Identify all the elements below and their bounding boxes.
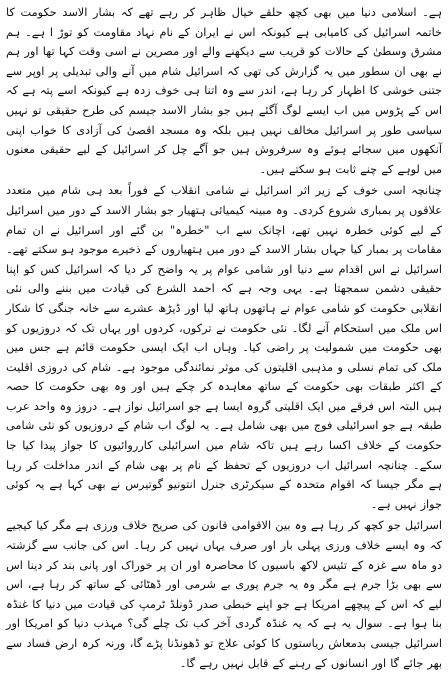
article-paragraph-1: ہے۔ اسلامی دنیا میں بھی کچھ حلقے خیال ظاہر کر رہے تھے کہ بشار الاسد حکومت کا خاتمہ اسرائیل کی کامیابی ہے کیونکہ اس نے ایران کے نام نہاد مقاومت کو توڑ ا ہے۔ ہم مشرق وسطیٰ کے حالات کو قریب سے دیکھنے والے اور مصرین نے اسی وقت کہا تھا اور ہم نے بھی ان سطور میں یہ گزارش کی تھی کہ اسرائیل شام میں آنے والی تبدیلی پر اوپر سے جتنی خوشی کا اظہار کر رہا ہے، اندر سے وہ اتنا ہی خوف زدہ ہے کیونکہ اسے پتہ ہے کہ اس کے پڑوس میں اب ایسے لوگ آگئے ہیں جو بشار الاسد جیسم کی طرح حقیقی تو نہیں سیاسی طور پر اسرائیل مخالف نہیں ہیں بلکہ وہ مسجد اقصیٰ کی آزادی کا خواب اپنی آنکھوں میں سجائے ہوئے وہ سرفروش ہیں جو آگے چل کر اسرائیل کے لیے حقیقی معنوں میں لوہے کے چنے ثابت ہو سکتے ہیں۔ [6, 6, 442, 176]
article-paragraph-3: اسرائیل جو کچھ کر رہا ہے وہ بین الاقوامی قانون کی صریح خلاف ورزی ہے مگر کیا کیجیے کہ وہ ایسے خلاف ورزی پہلی بار اور صرف یہاں نہیں کر رہا۔ اس کی جانب سے گزشتہ دو ماہ سے غزہ کے تئیس لاکھ باسیوں کا محاصرہ اور ان پر خوراک اور پانی بند کر دینا اس سے بھی بڑا جرم ہے مگر وہ یہ جرم پوری بے شرمی اور ڈھٹائی کے ساتھ کر رہا ہے، اس لیے کہ اس کے پیچھے امریکا ہے جو اپنے خبطی صدر ڈونلڈ ٹرمپ کی قیادت میں دنیا کا غنڈہ بنا ہوا ہے۔ سوال یہ ہے کہ یہ غنڈہ گردی آخر کب تک چلے گی؟ مہذب دنیا کو امریکا اور اسرائیل جیسی بدمعاش ریاستوں کا کوئی علاج تو ڈھونڈنا پڑے گا، ورنہ کرہ ارض فساد سے بھر جائے گا اور انسانوں کے رہنے کے قابل نہیں رہے گا۔ [6, 519, 442, 670]
article-paragraph-2: چنانچہ اسی خوف کے زیر اثر اسرائیل نے شامی انقلاب کے فوراً بعد ہی شام میں متعدد علاقوں پر بمباری شروع کردی۔ وہ مبینہ کیمیائی ہتھیار جو بشار الاسد کے دور میں اسرائیل کے لیے کوئی خطرہ نہیں تھے، اچانک سے اب "خطرہ" بن گئے اور اسرائیل نے ان تمام مقامات پر بمبار کیا جہاں بشار الاسد کے دور میں ہتھیاروں کے ذخیرے موجود ہو سکتے تھے۔ اسرائیل نے اس اقدام سے دنیا اور شامی عوام پر یہ واضح کر دیا کہ اسرائیل کس کو اپنا حقیقی دشمن سمجھتا ہے۔ یہی وجہ ہے کہ احمد الشرع کی قیادت میں بننے والی نئی انقلابی حکومت کو شامی عوام نے ہاتھوں ہاتھ لیا اور ڈیڑھ عشرے سے خانہ جنگی کا شکار اس ملک میں استحکام آنے لگا۔ نئی حکومت نے ترکوں، کردوں اور یہاں تک کہ دروزیوں کو بھی حکومت میں شمولیت پر راضی کیا۔ وہاں اب ایک ایسی حکومت قائم ہے جس میں ملک کی تمام نسلی و مذہبی اقلیتوں کی موثر نمائندگی موجود ہے۔ شام کی دروزی اقلیت کے اکثر طبقات بھی حکومت کے ساتھ معاہدہ کر چکے ہیں اور وہ بھی حکومت کا حصہ ہیں البتہ اس فرقے میں ایک اقلیتی گروہ ایسا ہے جو اسرائیل نواز ہے۔ دروز وہ واحد عرب طبقہ ہے جو اسرائیلی فوج میں بھی شامل ہے۔ یہ لوگ اب شام کے دروزیوں کو نئی شامی حکومت کے خلاف اکسا رہے ہیں تاکہ شام میں اسرائیلی کارروائیوں کا جواز پیدا کیا جا سکے۔ چنانچہ اسرائیل اب دروزیوں کے تحفظ کے نام پر بھی شام کے اندر مداخلت کر رہا ہے مگر جیسا کہ اقوام متحدہ کے سیکرٹری جنرل انتونیو گوتیرس نے بھی کہا ہے یہ کوئی جواز نہیں ہے۔ [6, 184, 442, 511]
